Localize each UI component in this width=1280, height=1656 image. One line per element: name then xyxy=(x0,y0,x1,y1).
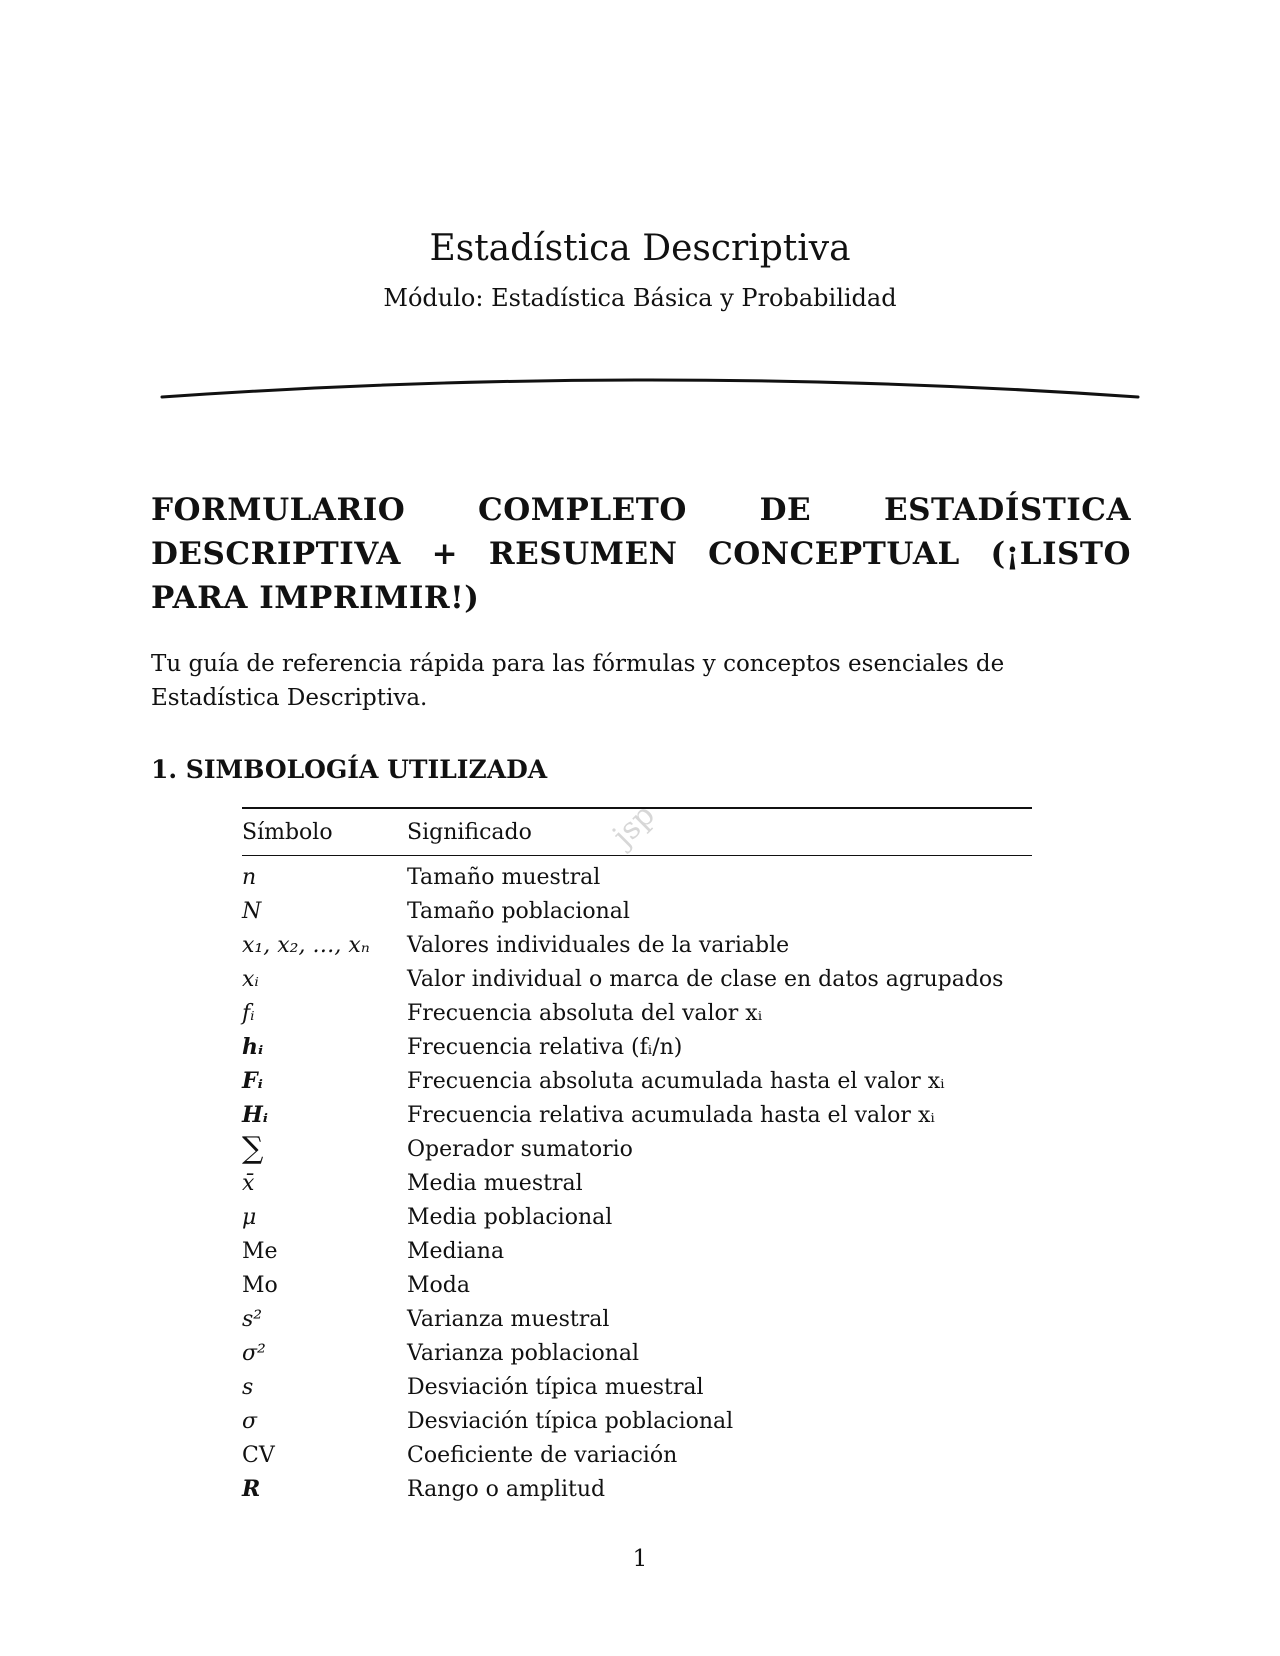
symbol-cell: s² xyxy=(242,1306,263,1332)
table-row xyxy=(242,1472,1032,1506)
meaning-cell: Frecuencia relativa (fᵢ/n) xyxy=(407,1034,683,1060)
meaning-cell: Tamaño poblacional xyxy=(407,898,630,924)
main-heading: FORMULARIO COMPLETO DE ESTADÍSTICA DESCRIPTIVA + RESUMEN CONCEPTUAL (¡LISTO PARA IMPRIMIR!) xyxy=(151,492,1131,616)
section-title: 1. SIMBOLOGÍA UTILIZADA xyxy=(151,755,548,784)
meaning-cell: Coeficiente de variación xyxy=(407,1442,678,1468)
meaning-cell: Frecuencia relativa acumulada hasta el valor xᵢ xyxy=(407,1102,935,1128)
decorative-curve-divider xyxy=(160,370,1140,410)
table-row xyxy=(242,928,1032,962)
meaning-cell: Desviación típica poblacional xyxy=(407,1408,734,1434)
meaning-cell: Varianza muestral xyxy=(407,1306,610,1332)
table-row xyxy=(242,1370,1032,1404)
table-row xyxy=(242,1098,1032,1132)
meaning-cell: Varianza poblacional xyxy=(407,1340,640,1366)
symbol-cell: N xyxy=(242,898,262,924)
symbol-cell: σ xyxy=(242,1408,258,1434)
symbol-cell: Fᵢ xyxy=(242,1068,263,1094)
table-row xyxy=(242,1234,1032,1268)
table-row xyxy=(242,1200,1032,1234)
meaning-cell: Frecuencia absoluta acumulada hasta el valor xᵢ xyxy=(407,1068,945,1094)
watermark: jsp xyxy=(606,797,662,854)
table-row xyxy=(242,1030,1032,1064)
intro-paragraph: Tu guía de referencia rápida para las fórmulas y conceptos esenciales de Estadística Descriptiva. xyxy=(151,651,1005,711)
meaning-cell: Desviación típica muestral xyxy=(407,1374,704,1400)
meaning-cell: Operador sumatorio xyxy=(407,1136,633,1162)
table-row xyxy=(242,1302,1032,1336)
symbol-cell: n xyxy=(242,864,257,890)
document-subtitle: Módulo: Estadística Básica y Probabilidad xyxy=(383,284,897,312)
symbol-cell: μ xyxy=(242,1204,257,1230)
table-header-meaning: Significado xyxy=(407,819,532,845)
symbol-cell: Hᵢ xyxy=(242,1102,269,1128)
meaning-cell: Rango o amplitud xyxy=(407,1476,606,1502)
table-header-row xyxy=(242,809,1032,855)
symbol-cell: x₁, x₂, …, xₙ xyxy=(242,932,370,958)
table-row xyxy=(242,996,1032,1030)
table-row xyxy=(242,1132,1032,1166)
table-row xyxy=(242,1404,1032,1438)
meaning-cell: Valor individual o marca de clase en datos agrupados xyxy=(407,966,1004,992)
symbol-cell: x̄ xyxy=(242,1170,255,1196)
document-title: Estadística Descriptiva xyxy=(429,228,851,269)
meaning-cell: Moda xyxy=(407,1272,470,1298)
table-header-symbol: Símbolo xyxy=(242,819,333,845)
symbol-cell: CV xyxy=(242,1442,275,1468)
table-row xyxy=(242,1064,1032,1098)
symbol-cell: R xyxy=(242,1476,261,1502)
table-row xyxy=(242,1438,1032,1472)
table-row xyxy=(242,860,1032,894)
table-row xyxy=(242,1268,1032,1302)
symbol-cell: hᵢ xyxy=(242,1034,264,1060)
symbol-cell: ∑ xyxy=(242,1131,264,1166)
symbol-cell: xᵢ xyxy=(242,966,259,992)
symbol-cell: s xyxy=(242,1374,254,1400)
table-row xyxy=(242,894,1032,928)
meaning-cell: Mediana xyxy=(407,1238,505,1264)
meaning-cell: Valores individuales de la variable xyxy=(407,932,790,958)
meaning-cell: Tamaño muestral xyxy=(407,864,601,890)
symbol-cell: Mo xyxy=(242,1272,278,1298)
table-row xyxy=(242,1336,1032,1370)
symbol-cell: Me xyxy=(242,1238,278,1264)
meaning-cell: Media poblacional xyxy=(407,1204,613,1230)
symbol-table xyxy=(242,807,1032,1506)
symbol-cell: fᵢ xyxy=(242,1000,255,1026)
symbol-cell: σ² xyxy=(242,1340,266,1366)
table-row xyxy=(242,1166,1032,1200)
table-row xyxy=(242,962,1032,996)
meaning-cell: Frecuencia absoluta del valor xᵢ xyxy=(407,1000,763,1026)
page-number: 1 xyxy=(632,1546,648,1572)
meaning-cell: Media muestral xyxy=(407,1170,583,1196)
